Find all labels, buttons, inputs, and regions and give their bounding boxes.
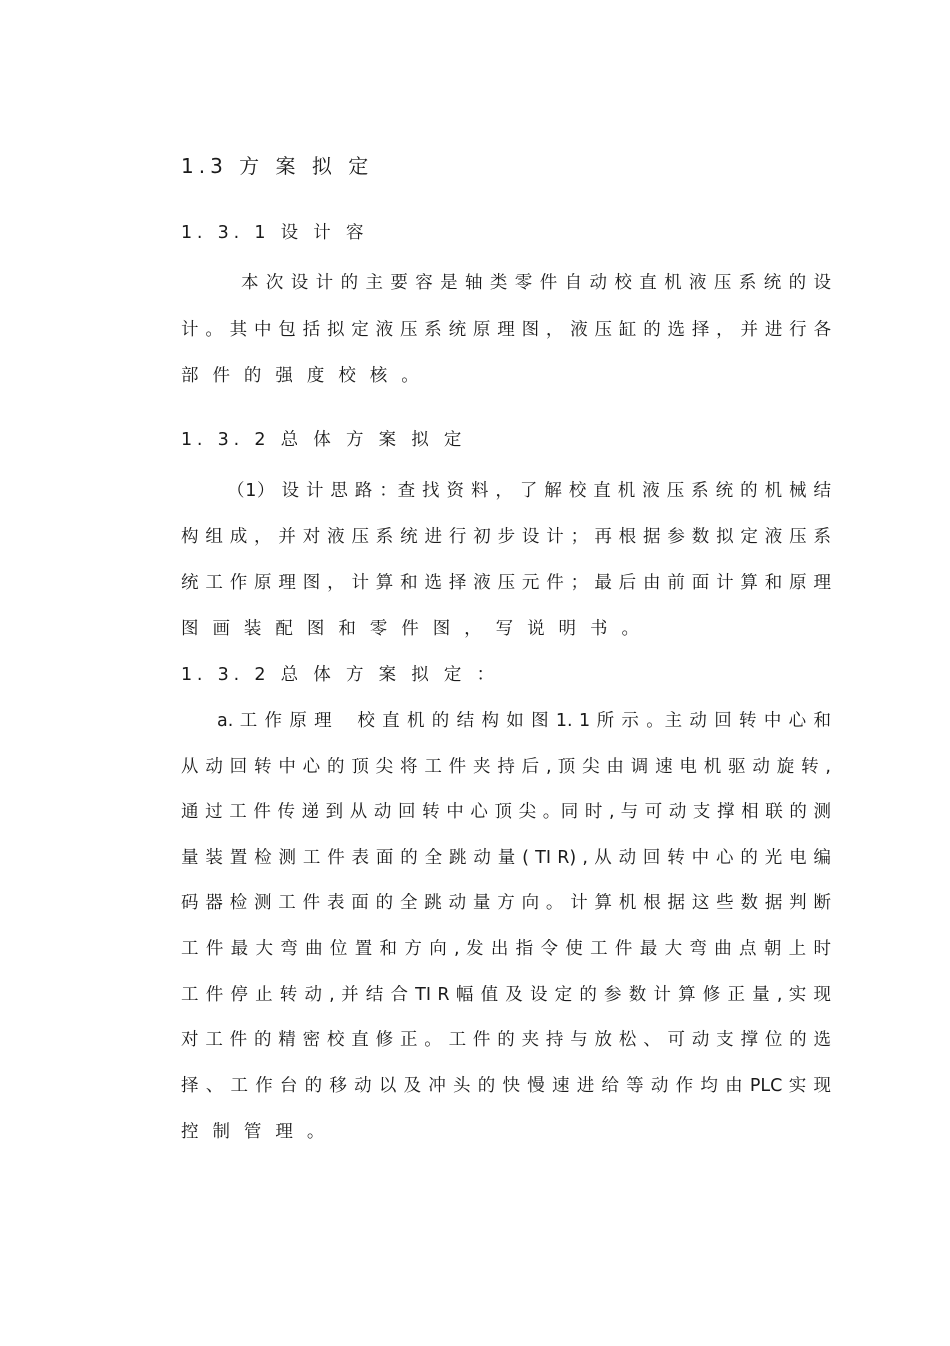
paragraph-line: （1） 设 计 思 路 ：查 找 资 料 ， 了 解 校 直 机 液 压 系 统 的 机 械 结 (227, 481, 831, 501)
paragraph-line: 量 装 置 检 测 工 件 表 面 的 全 跳 动 量 ( TI R) , 从 动 回 转 中 心 的 光 电 编 (181, 848, 831, 868)
paragraph-line: 计 。 其 中 包 括 拟 定 液 压 系 统 原 理 图 ， 液 压 缸 的 选 择 ， 并 进 行 各 (181, 320, 831, 340)
subsection-heading-overall-plan: 1. 3. 2 总 体 方 案 拟 定 (181, 430, 467, 450)
paragraph-line: 本 次 设 计 的 主 要 容 是 轴 类 零 件 自 动 校 直 机 液 压 系 统 的 设 (241, 273, 831, 293)
paragraph-line: 构 组 成 ， 并 对 液 压 系 统 进 行 初 步 设 计 ； 再 根 据 参 数 拟 定 液 压 系 (181, 527, 831, 547)
paragraph-line: 通 过 工 件 传 递 到 从 动 回 转 中 心 顶 尖 。同 时 , 与 可 动 支 撑 相 联 的 测 (181, 802, 831, 822)
subsection-heading-overall-plan-2: 1. 3. 2 总 体 方 案 拟 定 ： (181, 665, 499, 685)
paragraph-line: 部 件 的 强 度 校 核 。 (181, 366, 423, 386)
section-title: 1.3 方 案 拟 定 (181, 154, 374, 178)
paragraph-line: 控 制 管 理 。 (181, 1122, 329, 1142)
paragraph-line: 从 动 回 转 中 心 的 顶 尖 将 工 件 夹 持 后 , 顶 尖 由 调 速 电 机 驱 动 旋 转 , (181, 757, 831, 777)
paragraph-line: 择 、 工 作 台 的 移 动 以 及 冲 头 的 快 慢 速 进 给 等 动 作 均 由 PLC 实 现 (181, 1076, 831, 1096)
paragraph-line: 对 工 件 的 精 密 校 直 修 正 。 工 件 的 夹 持 与 放 松 、 可 动 支 撑 位 的 选 (181, 1030, 831, 1050)
paragraph-line: 图 画 装 配 图 和 零 件 图 ， 写 说 明 书 。 (181, 619, 644, 639)
paragraph-line: 工 件 最 大 弯 曲 位 置 和 方 向 , 发 出 指 令 使 工 件 最 大 弯 曲 点 朝 上 时 (181, 939, 831, 959)
subsection-heading-design-content: 1. 3. 1 设 计 容 (181, 223, 369, 243)
paragraph-line: 工 件 停 止 转 动 , 并 结 合 TI R 幅 值 及 设 定 的 参 数 计 算 修 正 量 , 实 现 (181, 985, 831, 1005)
paragraph-line: a. 工 作 原 理 校 直 机 的 结 构 如 图 1. 1 所 示 。主 动 回 转 中 心 和 (217, 711, 831, 731)
paragraph-line: 码 器 检 测 工 件 表 面 的 全 跳 动 量 方 向 。 计 算 机 根 据 这 些 数 据 判 断 (181, 893, 831, 913)
paragraph-line: 统 工 作 原 理 图 ， 计 算 和 选 择 液 压 元 件 ； 最 后 由 前 面 计 算 和 原 理 (181, 573, 831, 593)
